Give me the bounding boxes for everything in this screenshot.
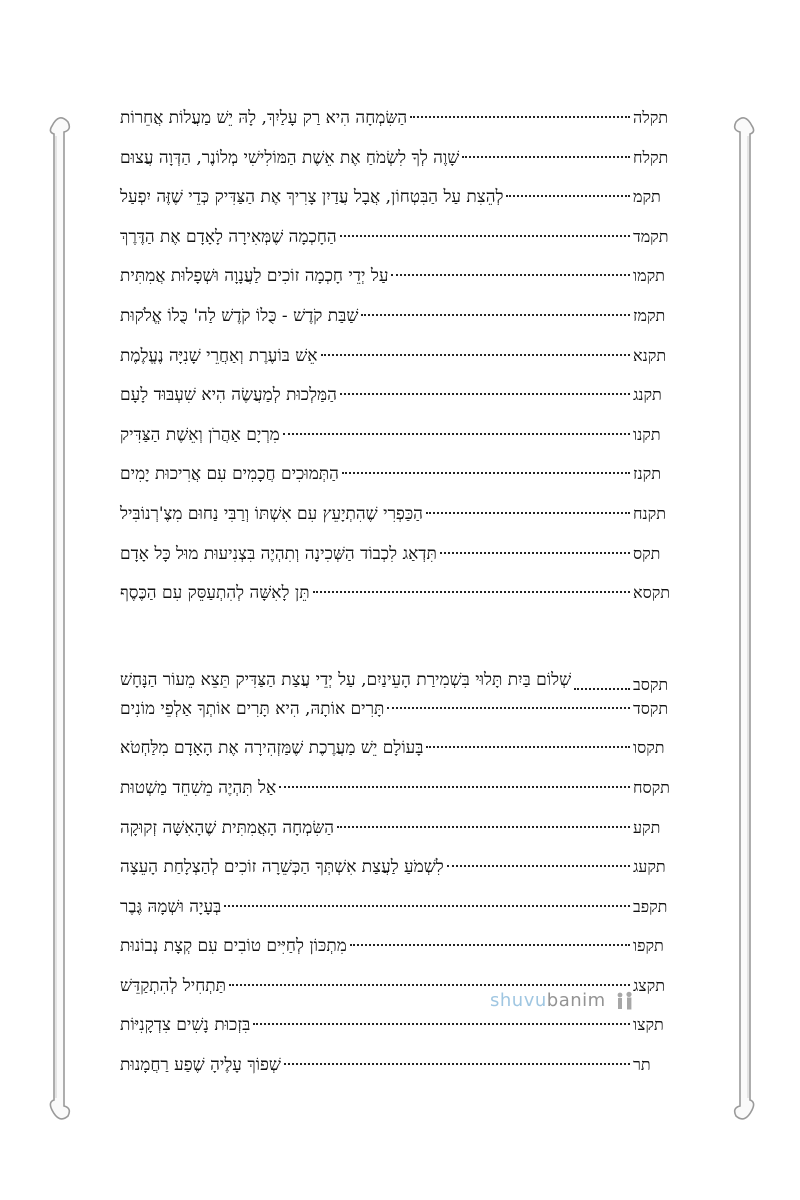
toc-entry[interactable] bbox=[120, 897, 675, 937]
toc-entry-page: תקנז bbox=[633, 464, 661, 484]
dot-leader bbox=[462, 156, 630, 158]
toc-entry-page: תקצו bbox=[633, 1015, 664, 1035]
toc-entry-title: שָׁוֶה לְךָ לִשְׂמֹחַ אֶת אֵשֶׁת הַמּוֹלִישִׁי מְלוֹנֶר, הַדְּוָה עֲצוּם bbox=[120, 147, 460, 168]
toc-entry-title: עַל יְדֵי חָכְמָה זוֹכִים לַעֲנָוָה וּשְׁפָלוּת אֲמִתִּית bbox=[120, 266, 389, 287]
toc-entry-title: בָּעוֹלָם יֵשׁ מַעֲרֶכֶת שֶׁמַּזְהִירָה אֶת הָאָדָם מִלַּחְטֹא bbox=[120, 738, 424, 759]
dot-leader bbox=[321, 354, 630, 356]
toc-entry-page: תקמ bbox=[633, 187, 661, 207]
toc-entry[interactable] bbox=[120, 464, 675, 504]
table-of-contents bbox=[120, 108, 675, 1095]
toc-entry[interactable] bbox=[120, 346, 675, 386]
toc-entry[interactable] bbox=[120, 1015, 675, 1055]
dot-leader bbox=[279, 786, 630, 788]
right-scroll-rail bbox=[728, 108, 762, 1128]
toc-entry-title: הַשִּׂמְחָה הִיא רַק עָלַיִךְ, לָהּ יֵשׁ מַעֲלוֹת אֲחֵרוֹת bbox=[120, 108, 408, 128]
dot-leader bbox=[350, 944, 630, 946]
toc-entry-page: תקלח bbox=[633, 147, 669, 167]
toc-entry-page: תקנו bbox=[633, 424, 661, 444]
toc-entry-page: תקס bbox=[633, 543, 661, 563]
dot-leader bbox=[313, 591, 630, 593]
toc-entry-page: תקלה bbox=[633, 108, 669, 127]
dot-leader bbox=[426, 512, 630, 514]
toc-entry[interactable] bbox=[120, 699, 675, 739]
dot-leader bbox=[253, 1023, 630, 1025]
toc-entry-page: תקפב bbox=[633, 896, 668, 916]
toc-entry[interactable] bbox=[120, 583, 675, 623]
toc-entry-title: מִתְכּוֹן לְחַיִּים טוֹבִים עִם קְצָת נְבוֹנוּת bbox=[120, 936, 347, 957]
toc-entry-page: תקצג bbox=[633, 975, 665, 995]
toc-entry-title: שְׁפוֹךְ עָלֶיהָ שֶׁפַע רַחֲמָנוּת bbox=[120, 1055, 281, 1076]
toc-entry-page: תקסח bbox=[633, 777, 670, 797]
toc-entry[interactable] bbox=[120, 227, 675, 267]
toc-entry-title: אֵשׁ בּוֹעֶרֶת וְאַחֲרֵי שָׁנִיָּה נֶעֱלֶמֶת bbox=[120, 345, 318, 366]
toc-entry-title: אַל תִּהְיֶה מֵשִׁחֵד מַשְׁטוּת bbox=[120, 777, 277, 798]
toc-entry[interactable] bbox=[120, 148, 675, 188]
toc-entry-title: הַמַּלְכוּת לְמַעֲשֶׂה הִיא שִׁעְבּוּד לָעָם bbox=[120, 385, 337, 406]
dot-leader bbox=[340, 235, 630, 237]
toc-entry-page: תקסו bbox=[633, 738, 665, 758]
dot-leader bbox=[340, 393, 630, 395]
dot-leader bbox=[283, 433, 630, 435]
toc-entry[interactable] bbox=[120, 306, 675, 346]
toc-entry-title: בִּזְכוּת נָשִׁים צִדְקָנִיּוֹת bbox=[120, 1015, 251, 1036]
dot-leader bbox=[391, 274, 630, 276]
watermark-text-dark: banim bbox=[546, 990, 606, 1011]
toc-entry-title: תָּרִים אוֹתָהּ, הִיא תָּרִים אוֹתְךָ אַלְפֵי מוֹנִים bbox=[120, 698, 385, 719]
toc-entry-title: שַׁבַּת קֹדֶשׁ - כֻּלוֹ קֹדֶשׁ לַה' כֻּלוֹ אֱלֹקוּת bbox=[120, 305, 359, 326]
left-scroll-rail bbox=[42, 108, 76, 1128]
toc-entry-title: שְׁלוֹם בַּיִת תָּלוּי בִּשְׁמִירַת הָעֵינַיִם, עַל יְדֵי עֲצַת הַצַּדִּיק תֵּצֵא מֵעוֹר הַנָּחָשׁ bbox=[120, 669, 572, 690]
toc-entry[interactable] bbox=[120, 187, 675, 227]
toc-entry[interactable] bbox=[120, 738, 675, 778]
toc-entry-page: תקעג bbox=[633, 857, 666, 877]
toc-entry-title: לְהֵצִת עַל הַבִּטְחוֹן, אֲבָל עֲדַיִן צָרִיךְ אֶת הַצַּדִּיק כְּדֵי שֶׁזֶּה יִפְעַל bbox=[120, 187, 504, 208]
toc-entry-title: הַכַּפְרִי שֶׁהִתְיָעֵץ עִם אִשְׁתּוֹ וְרַבִּי נַחוּם מִצֶ'רְנוֹבִּיל bbox=[120, 503, 423, 524]
toc-entry[interactable] bbox=[120, 1055, 675, 1095]
toc-entry-title: תִּדְאַג לִכְבוֹד הַשְּׁכִינָה וְתִהְיֶה בִּצְנִיעוּת מוּל כָּל אָדָם bbox=[120, 543, 437, 564]
toc-entry[interactable] bbox=[120, 425, 675, 465]
toc-entry[interactable] bbox=[120, 857, 675, 897]
dot-leader bbox=[284, 1063, 630, 1065]
dot-leader bbox=[440, 552, 630, 554]
dot-leader bbox=[229, 984, 630, 986]
toc-entry-page: תקסא bbox=[633, 583, 671, 603]
toc-entry-page: תר bbox=[633, 1055, 651, 1075]
dot-leader bbox=[506, 195, 630, 197]
toc-entry-page: תקפו bbox=[633, 936, 664, 956]
dot-leader bbox=[337, 826, 630, 828]
toc-entry-page: תקנג bbox=[633, 385, 662, 405]
dot-leader bbox=[410, 116, 630, 118]
dot-leader bbox=[426, 746, 630, 748]
toc-entry[interactable] bbox=[120, 385, 675, 425]
dot-leader bbox=[361, 314, 630, 316]
dot-leader bbox=[342, 472, 630, 474]
toc-entry-page: תקנא bbox=[633, 345, 667, 365]
watermark-text-light: shuvu bbox=[490, 990, 547, 1011]
toc-entry-title: הַתְּמוּכִים חֲכָמִים עִם אֲרִיכוּת יָמִים bbox=[120, 464, 339, 485]
toc-entry-page: תקמד bbox=[633, 226, 669, 246]
toc-entry-title: מִרְיָם אַהֲרֹן וְאֵשֶׁת הַצַּדִּיק bbox=[120, 424, 280, 445]
toc-entry-page: תקסב bbox=[633, 674, 669, 694]
toc-entry-title: הַשִּׂמְחָה הָאֲמִתִּית שֶׁהָאִשָּׁה זְקוּקָה bbox=[120, 817, 335, 838]
dot-leader bbox=[387, 707, 630, 709]
toc-entry-page: תקמז bbox=[633, 305, 666, 325]
dot-leader bbox=[224, 905, 630, 907]
toc-entry[interactable] bbox=[120, 936, 675, 976]
toc-entry[interactable] bbox=[120, 544, 675, 584]
toc-entry[interactable] bbox=[120, 108, 675, 148]
toc-entry-title: תַּתְחִיל לְהִתְקַדֵּשׁ bbox=[120, 975, 227, 996]
toc-entry[interactable] bbox=[120, 266, 675, 306]
family-logo-icon bbox=[614, 991, 636, 1011]
toc-entry[interactable] bbox=[120, 778, 675, 818]
toc-entry[interactable] bbox=[120, 818, 675, 858]
toc-entry-title: בְּעָיָה וּשְׁמָהּ גֶּבֶר bbox=[120, 896, 222, 917]
toc-entry-page: תקנח bbox=[633, 503, 666, 523]
toc-entry[interactable] bbox=[120, 623, 675, 699]
toc-entry-page: תקע bbox=[633, 817, 661, 837]
dot-leader bbox=[574, 688, 630, 690]
site-watermark bbox=[490, 990, 636, 1011]
dot-leader bbox=[447, 865, 630, 867]
toc-entry[interactable] bbox=[120, 504, 675, 544]
toc-entry-title: תֵּן לָאִשָּׁה לְהִתְעַסֵּק עִם הַכֶּסֶף bbox=[120, 583, 310, 604]
toc-entry-page: תקסד bbox=[633, 698, 669, 718]
toc-entry-title: לִשְׁמֹעַ לַעֲצַת אִשְׁתְּךָ הַכְּשֵׁרָה זוֹכִים לְהַצְלָחַת הָעֵצָה bbox=[120, 857, 444, 878]
toc-entry-title: הַחָכְמָה שֶׁמְּאִירָה לָאָדָם אֶת הַדֶּרֶךְ bbox=[120, 226, 337, 247]
toc-entry-page: תקמו bbox=[633, 266, 665, 286]
